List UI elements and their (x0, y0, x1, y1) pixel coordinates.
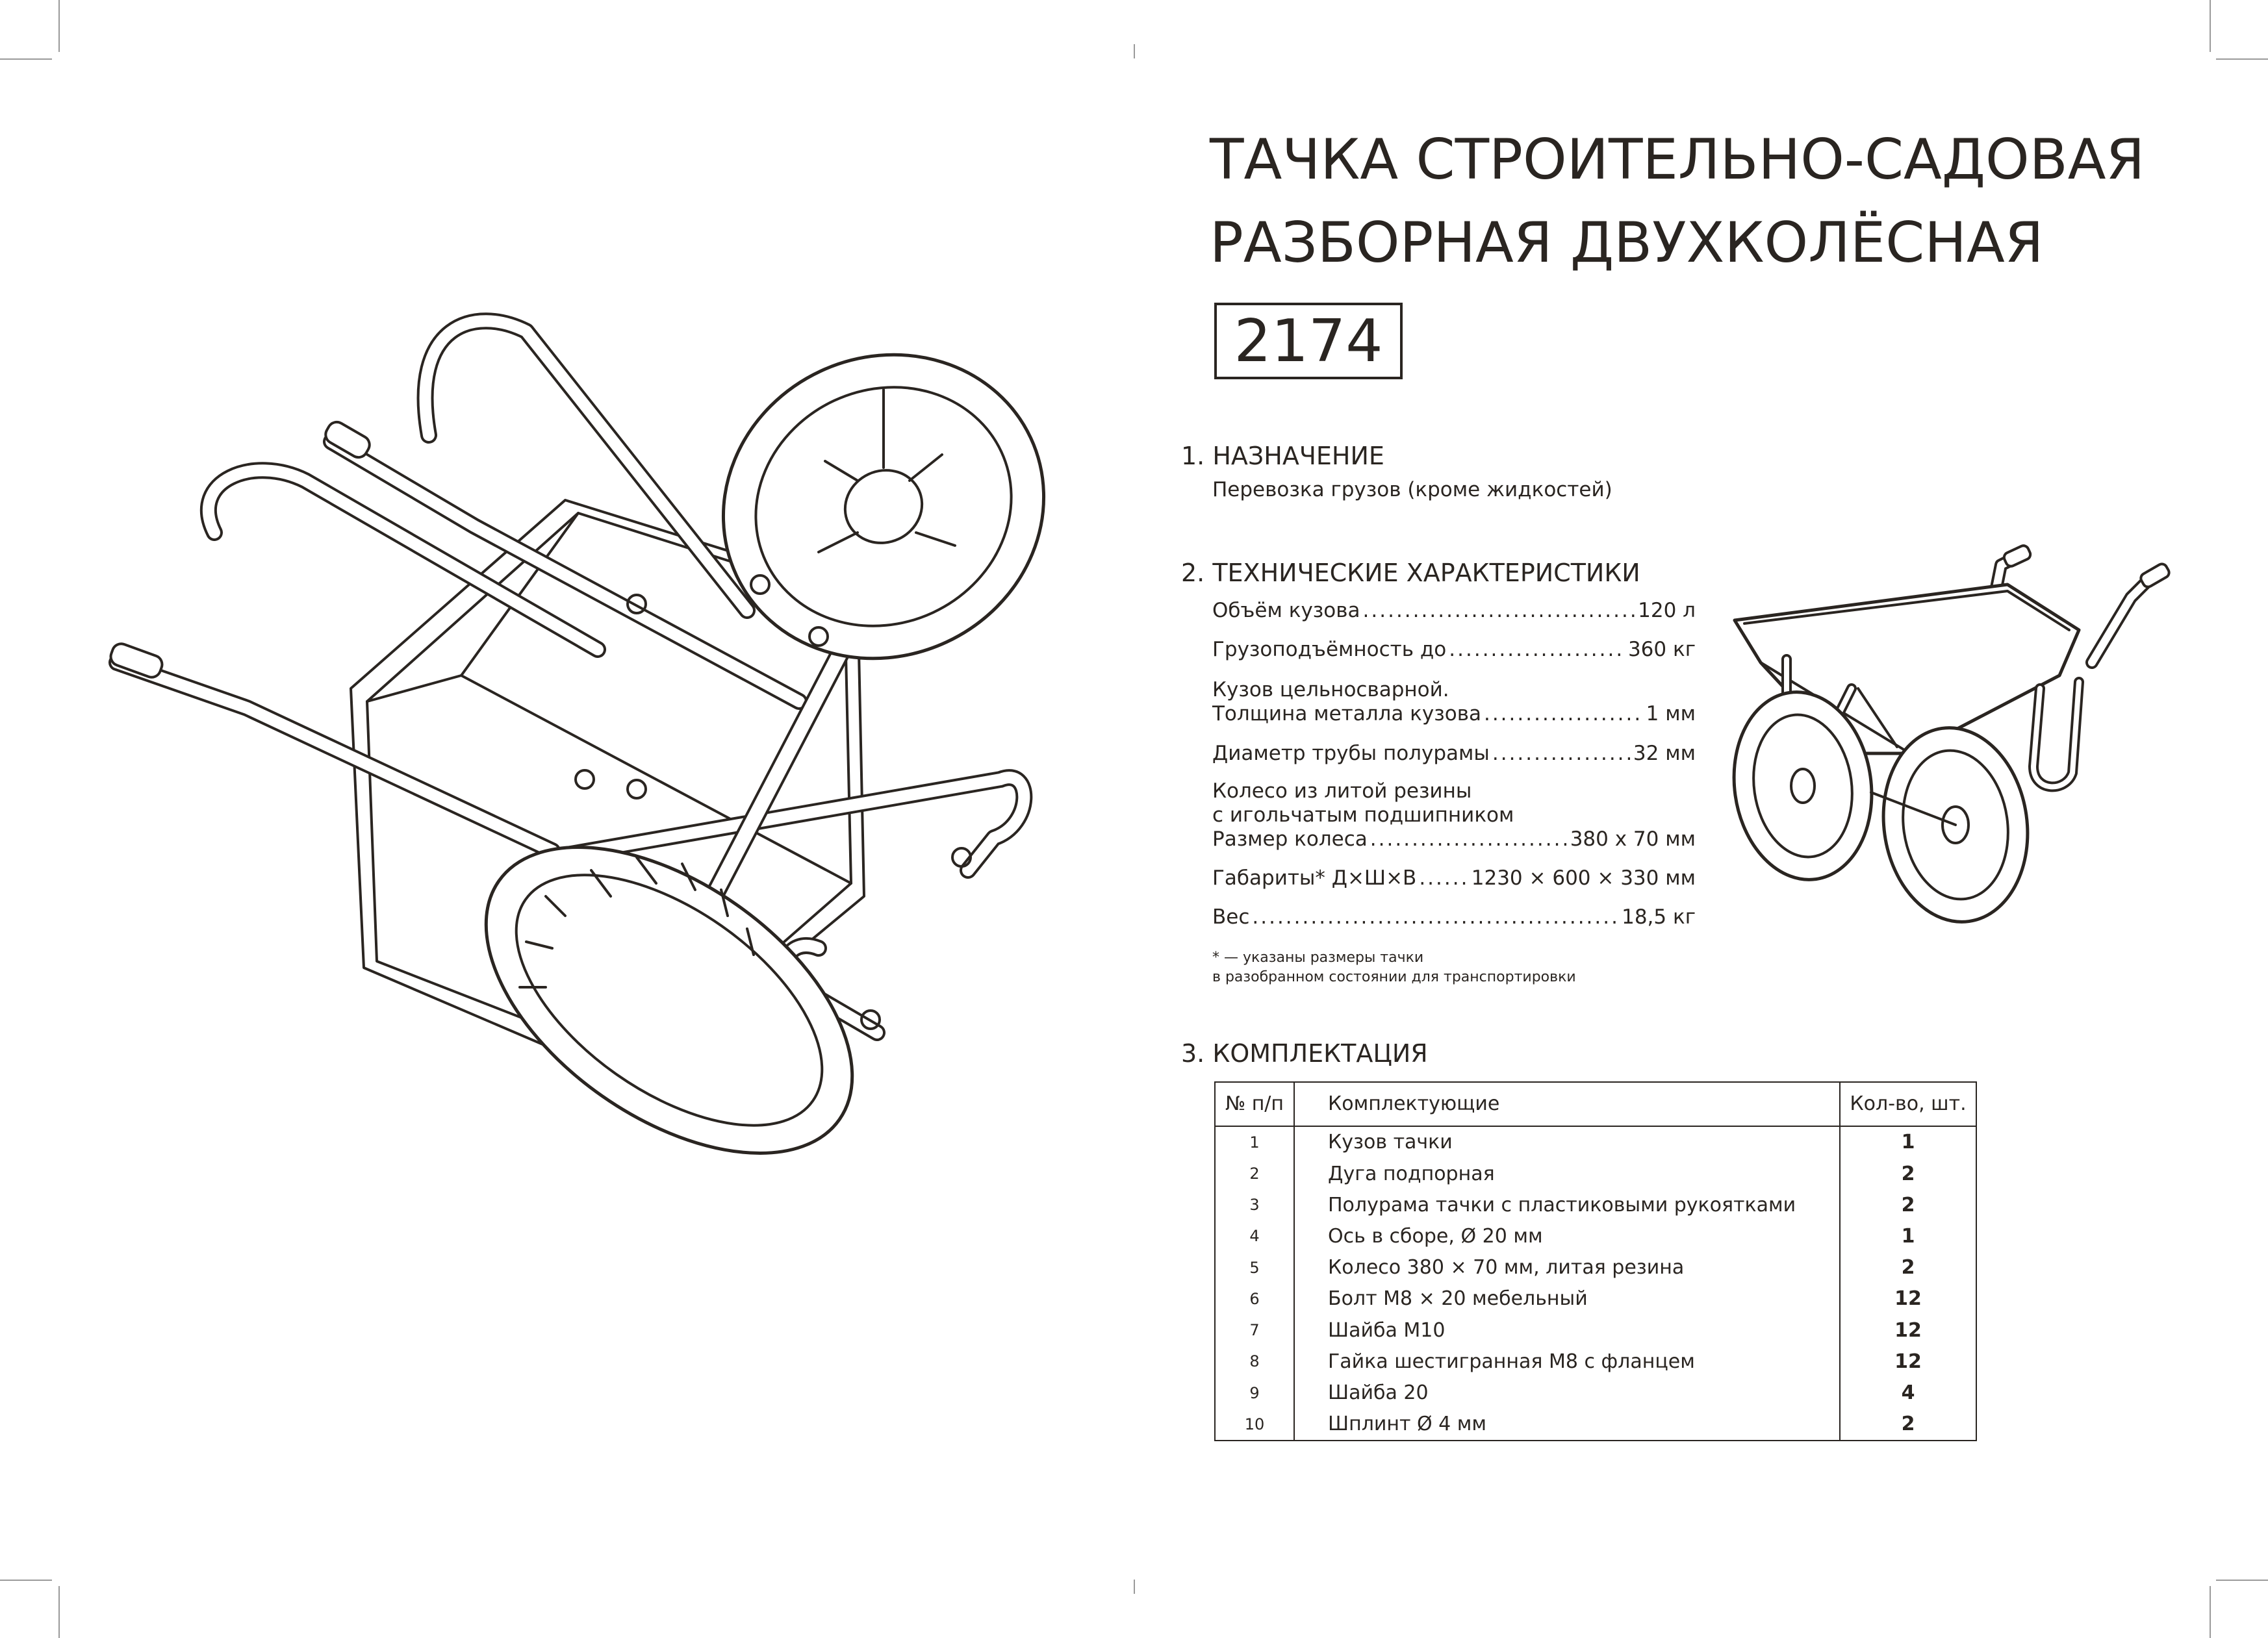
row-number: 1 (1215, 1126, 1294, 1158)
spec-label: Вес (1212, 905, 1250, 929)
crop-mark (58, 1586, 60, 1638)
crop-mark (2210, 0, 2211, 52)
section-kit-heading: 3. КОМПЛЕКТАЦИЯ (1181, 1039, 1428, 1068)
column-header-number: № п/п (1215, 1082, 1294, 1126)
crop-mark (1134, 44, 1135, 58)
row-number: 6 (1215, 1283, 1294, 1315)
spec-note: Колесо из литой резины (1212, 779, 1472, 803)
row-quantity: 1 (1901, 1224, 1915, 1248)
spec-value: 120 л (1638, 599, 1696, 622)
column-header-quantity: Кол-во, шт. (1840, 1082, 1976, 1126)
table-row (1215, 1283, 1976, 1315)
crop-mark (2216, 58, 2268, 60)
page-title (1210, 118, 2223, 284)
spec-value: 380 х 70 мм (1570, 827, 1696, 851)
spec-note: Кузов цельносварной. (1212, 678, 1449, 701)
row-number: 2 (1215, 1158, 1294, 1189)
page-title-line-2: РАЗБОРНАЯ ДВУХКОЛЁСНАЯ (1210, 210, 2044, 275)
row-component: Кузов тачки (1294, 1126, 1840, 1158)
spec-label: Грузоподъёмность до (1212, 638, 1447, 661)
row-quantity: 1 (1901, 1131, 1915, 1154)
row-quantity: 2 (1901, 1193, 1915, 1216)
crop-mark (0, 58, 52, 60)
model-number: 2174 (1214, 303, 1403, 379)
row-number: 10 (1215, 1409, 1294, 1441)
spec-item (1212, 905, 1696, 929)
crop-mark (0, 1580, 52, 1581)
row-component: Шплинт Ø 4 мм (1294, 1409, 1840, 1441)
table-row (1215, 1409, 1976, 1441)
table-row (1215, 1158, 1976, 1189)
column-header-component: Комплектующие (1294, 1082, 1840, 1126)
row-number: 4 (1215, 1220, 1294, 1252)
crop-mark (2210, 1586, 2211, 1638)
row-quantity: 2 (1901, 1162, 1915, 1185)
wheelbarrow-assembled-illustration (1728, 533, 2222, 929)
row-number: 3 (1215, 1189, 1294, 1220)
footnote-line-1: * — указаны размеры тачки (1212, 950, 1424, 966)
spec-value: 32 мм (1633, 742, 1696, 765)
spec-label: Размер колеса (1212, 827, 1368, 851)
table-row (1215, 1126, 1976, 1158)
row-number: 8 (1215, 1346, 1294, 1377)
row-quantity: 2 (1901, 1256, 1915, 1279)
row-quantity: 4 (1901, 1381, 1915, 1405)
row-component: Полурама тачки с пластиковыми рукоятками (1294, 1189, 1840, 1220)
row-component: Болт М8 × 20 мебельный (1294, 1283, 1840, 1315)
spec-label: Объём кузова (1212, 599, 1360, 622)
spec-item (1212, 638, 1696, 662)
wheelbarrow-assembly-illustration (97, 286, 1111, 1195)
section-specs-heading: 2. ТЕХНИЧЕСКИЕ ХАРАКТЕРИСТИКИ (1181, 559, 1640, 587)
parts-table (1214, 1081, 1977, 1441)
spec-item (1212, 779, 1696, 851)
table-row (1215, 1189, 1976, 1220)
spec-value: 18,5 кг (1622, 905, 1696, 929)
row-number: 7 (1215, 1315, 1294, 1346)
row-component: Ось в сборе, Ø 20 мм (1294, 1220, 1840, 1252)
spec-item (1212, 678, 1696, 726)
row-component: Колесо 380 × 70 мм, литая резина (1294, 1252, 1840, 1283)
row-number: 9 (1215, 1377, 1294, 1408)
table-row (1215, 1252, 1976, 1283)
spec-footnote (1212, 948, 1576, 987)
spec-item (1212, 599, 1696, 623)
row-component: Шайба 20 (1294, 1377, 1840, 1408)
table-row (1215, 1346, 1976, 1377)
row-quantity: 12 (1894, 1350, 1922, 1373)
row-component: Дуга подпорная (1294, 1158, 1840, 1189)
table-header-row (1215, 1082, 1976, 1126)
section-purpose-heading: 1. НАЗНАЧЕНИЕ (1181, 442, 1384, 470)
spec-item (1212, 742, 1696, 766)
spec-label: Диаметр трубы полурамы (1212, 742, 1490, 765)
row-quantity: 2 (1901, 1413, 1915, 1436)
row-component: Гайка шестигранная М8 с фланцем (1294, 1346, 1840, 1377)
row-number: 5 (1215, 1252, 1294, 1283)
row-component: Шайба М10 (1294, 1315, 1840, 1346)
table-row (1215, 1220, 1976, 1252)
spec-label: Габариты* Д×Ш×В (1212, 866, 1417, 890)
spec-item (1212, 866, 1696, 890)
crop-mark (1134, 1580, 1135, 1594)
footnote-line-2: в разобранном состоянии для транспортировки (1212, 969, 1576, 985)
spec-note: с игольчатым подшипником (1212, 803, 1514, 827)
page-title-line-1: ТАЧКА СТРОИТЕЛЬНО-САДОВАЯ (1210, 127, 2145, 192)
spec-value: 360 кг (1627, 638, 1696, 661)
row-quantity: 12 (1894, 1318, 1922, 1342)
spec-value: 1230 × 600 × 330 мм (1471, 866, 1696, 890)
crop-mark (2216, 1580, 2268, 1581)
section-purpose-text: Перевозка грузов (кроме жидкостей) (1212, 478, 1612, 501)
table-row (1215, 1315, 1976, 1346)
row-quantity: 12 (1894, 1287, 1922, 1311)
spec-value: 1 мм (1646, 702, 1696, 725)
table-row (1215, 1377, 1976, 1408)
crop-mark (58, 0, 60, 52)
spec-label: Толщина металла кузова (1212, 702, 1481, 725)
